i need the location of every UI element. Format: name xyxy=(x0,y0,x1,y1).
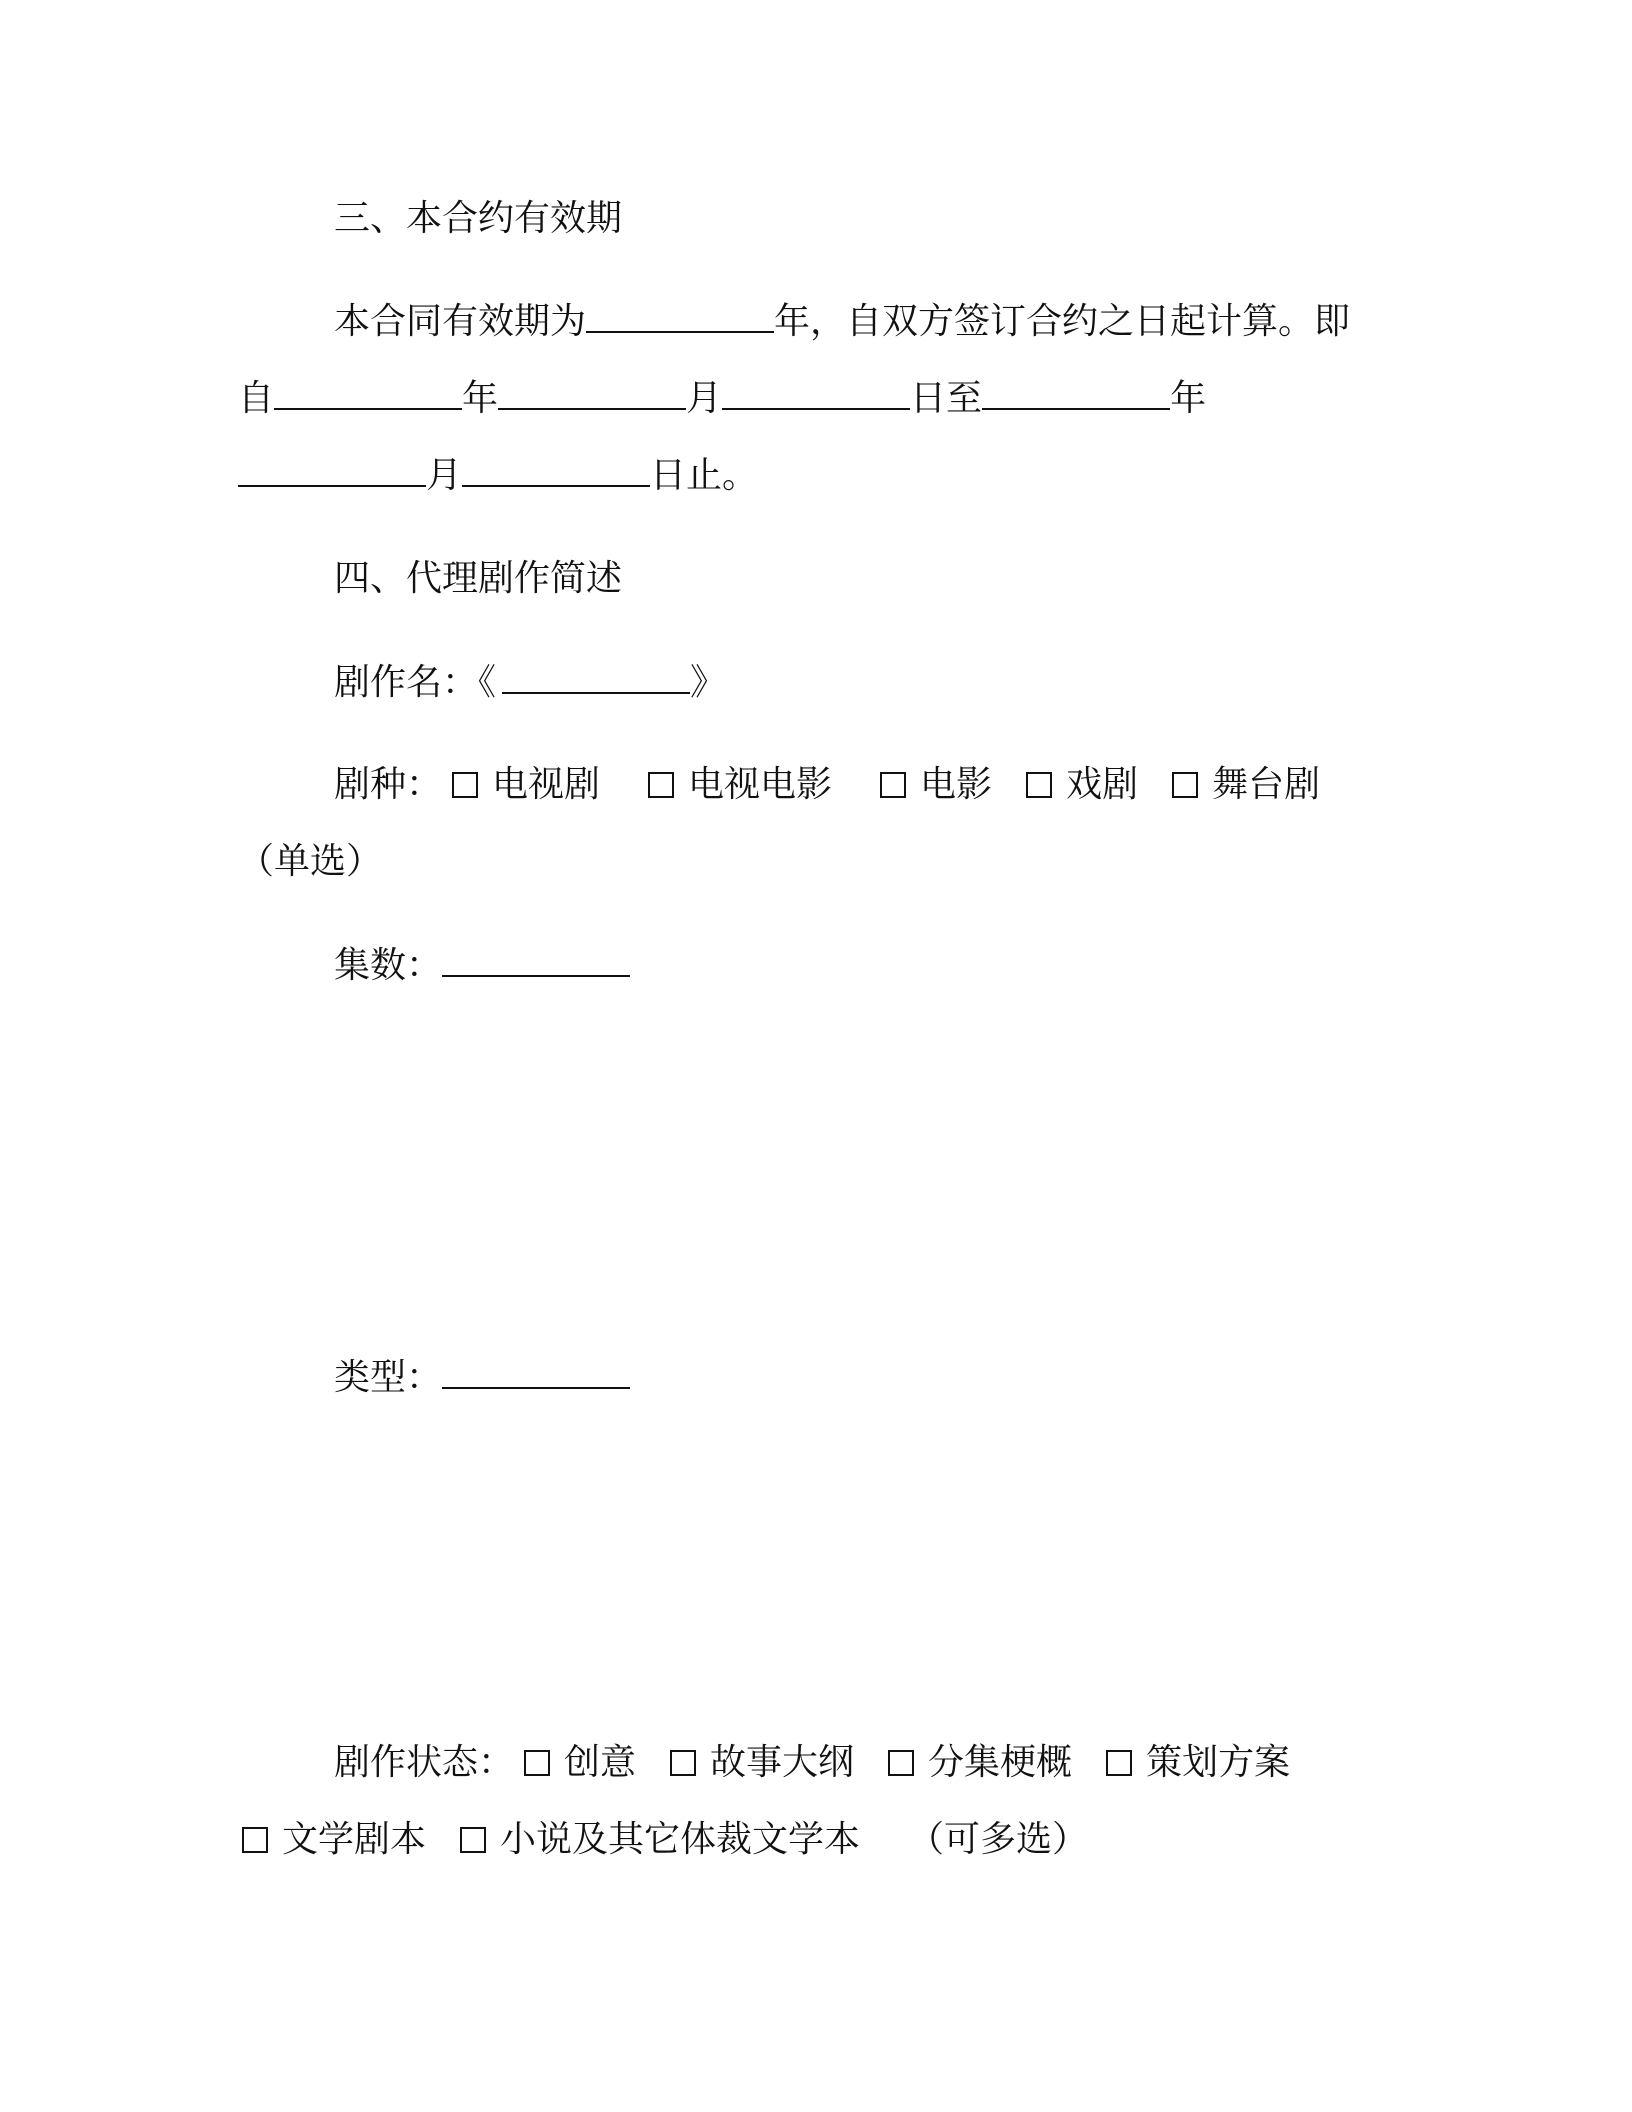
status-option-episode-synopsis[interactable] xyxy=(888,1741,1072,1785)
status-note: （可多选） xyxy=(908,1819,1089,1860)
genre-label: 剧种： xyxy=(334,764,443,805)
section-4-heading xyxy=(334,557,622,601)
type-label: 类型： xyxy=(334,1357,443,1398)
start-year-blank[interactable] xyxy=(274,376,462,410)
status-option-label: 小说及其它体裁文学本 xyxy=(500,1819,861,1860)
start-month-blank[interactable] xyxy=(498,376,686,410)
section-3-heading xyxy=(334,197,622,241)
genre-option-label: 电视剧 xyxy=(492,764,601,805)
validity-line-2 xyxy=(238,376,1206,421)
checkbox-icon[interactable] xyxy=(460,1827,486,1853)
episodes-row xyxy=(334,943,630,988)
genre-option-drama[interactable] xyxy=(1026,763,1138,807)
genre-option-tv-movie[interactable] xyxy=(648,763,832,807)
end-year-unit: 年 xyxy=(1170,378,1207,419)
genre-option-stage-play[interactable] xyxy=(1172,763,1320,807)
checkbox-icon[interactable] xyxy=(242,1827,268,1853)
validity-years-blank[interactable] xyxy=(586,299,774,333)
checkbox-icon[interactable] xyxy=(1026,772,1052,798)
from-label: 自 xyxy=(238,378,275,419)
validity-line-3 xyxy=(238,453,758,498)
section-4-heading-text: 四、代理剧作简述 xyxy=(334,558,623,599)
episodes-label: 集数： xyxy=(334,945,443,986)
type-row xyxy=(334,1355,630,1400)
status-option-script[interactable] xyxy=(242,1818,426,1862)
checkbox-icon[interactable] xyxy=(524,1750,550,1776)
checkbox-icon[interactable] xyxy=(1106,1750,1132,1776)
checkbox-icon[interactable] xyxy=(880,772,906,798)
checkbox-icon[interactable] xyxy=(452,772,478,798)
end-day-unit: 日止。 xyxy=(650,455,759,496)
play-title-close: 》 xyxy=(690,662,727,703)
status-option-label: 策划方案 xyxy=(1146,1742,1291,1783)
genre-option-label: 戏剧 xyxy=(1066,764,1139,805)
start-month-unit: 月 xyxy=(686,378,723,419)
status-row-1 xyxy=(334,1741,1290,1785)
end-year-blank[interactable] xyxy=(982,376,1170,410)
checkbox-icon[interactable] xyxy=(670,1750,696,1776)
status-option-novel[interactable] xyxy=(460,1818,860,1862)
genre-note-row xyxy=(238,840,382,884)
status-option-idea[interactable] xyxy=(524,1741,636,1785)
status-row-2 xyxy=(242,1818,1088,1862)
start-day-blank[interactable] xyxy=(722,376,910,410)
status-label: 剧作状态： xyxy=(334,1742,515,1783)
genre-option-label: 电视电影 xyxy=(688,764,833,805)
end-month-unit: 月 xyxy=(426,455,463,496)
genre-row xyxy=(334,763,1320,807)
status-option-label: 文学剧本 xyxy=(282,1819,427,1860)
play-title-blank[interactable] xyxy=(502,660,690,694)
type-blank[interactable] xyxy=(442,1355,630,1389)
end-day-blank[interactable] xyxy=(462,453,650,487)
status-option-label: 创意 xyxy=(564,1742,637,1783)
status-option-outline[interactable] xyxy=(670,1741,854,1785)
play-title-row xyxy=(334,660,726,705)
genre-option-label: 电影 xyxy=(920,764,993,805)
validity-term-suffix: 年，自双方签订合约之日起计算。即 xyxy=(774,301,1351,342)
status-option-label: 故事大纲 xyxy=(710,1742,855,1783)
genre-option-tv-series[interactable] xyxy=(452,763,600,807)
validity-line-1 xyxy=(334,299,1350,344)
genre-option-label: 舞台剧 xyxy=(1212,764,1321,805)
start-year-unit: 年 xyxy=(462,378,499,419)
section-3-heading-text: 三、本合约有效期 xyxy=(334,198,623,239)
genre-note: （单选） xyxy=(238,841,383,882)
checkbox-icon[interactable] xyxy=(888,1750,914,1776)
status-option-label: 分集梗概 xyxy=(928,1742,1073,1783)
genre-option-film[interactable] xyxy=(880,763,992,807)
end-month-blank[interactable] xyxy=(238,453,426,487)
start-day-unit: 日至 xyxy=(910,378,983,419)
episodes-blank[interactable] xyxy=(442,943,630,977)
status-option-plan[interactable] xyxy=(1106,1741,1290,1785)
validity-term-label: 本合同有效期为 xyxy=(334,301,587,342)
play-title-label: 剧作名：《 xyxy=(334,662,497,703)
checkbox-icon[interactable] xyxy=(1172,772,1198,798)
checkbox-icon[interactable] xyxy=(648,772,674,798)
